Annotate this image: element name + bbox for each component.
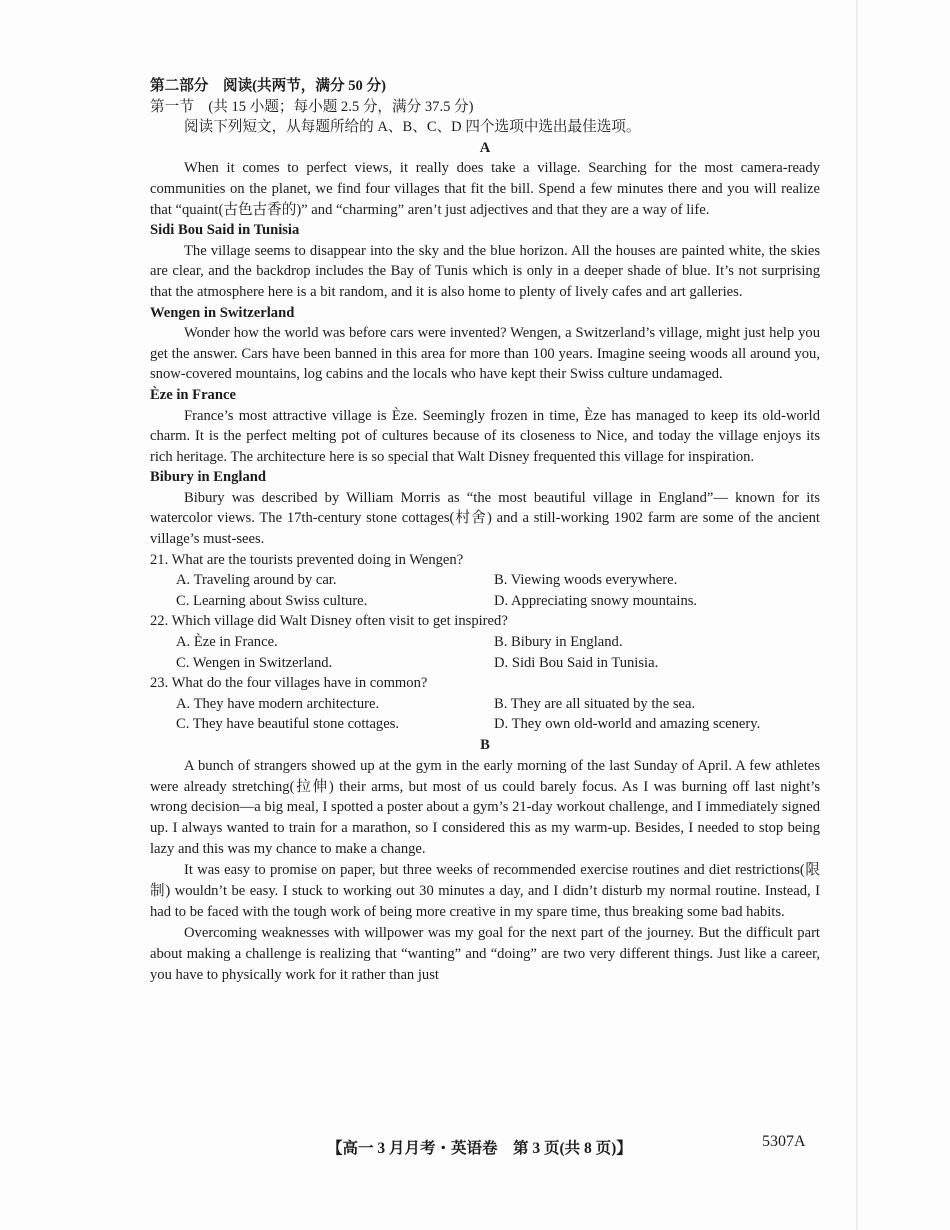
question-21-option-c: C. Learning about Swiss culture. <box>176 592 368 609</box>
question-23-option-c: C. They have beautiful stone cottages. <box>176 716 400 733</box>
passage-a-intro: When it comes to perfect views, it really does take a village. Searching for the most camera-ready communities on the planet, we find four villages that fit the bill. Spend a few minutes there and you will realize that “quaint(古色古香的)” and “charming” aren’t just adjectives and that they are a way of life. <box>150 160 820 218</box>
page-footer-title: 【高一 3 月月考・英语卷 第 3 页(共 8 页)】 <box>327 1140 632 1157</box>
question-21-option-a: A. Traveling around by car. <box>176 572 337 589</box>
question-21-options <box>150 570 820 611</box>
question-21-stem: 21. What are the tourists prevented doing in Wengen? <box>150 551 464 568</box>
exam-code: 5307A <box>762 1133 806 1150</box>
question-22-options <box>150 632 820 673</box>
question-23-option-a: A. They have modern architecture. <box>176 695 380 712</box>
page-edge-shadow <box>856 0 858 1230</box>
section-heading-sidi-bou-said: Sidi Bou Said in Tunisia <box>150 222 300 239</box>
question-22-option-a: A. Èze in France. <box>176 634 278 651</box>
question-22-option-d: D. Sidi Bou Said in Tunisia. <box>494 654 659 671</box>
page-content <box>150 76 820 986</box>
passage-b-paragraph-3: Overcoming weaknesses with willpower was my goal for the next part of the journey. But the difficult part about making a challenge is realizing that “wanting” and “doing” are two very different things. Just like a career, you have to physically work for it rather than just <box>150 924 820 983</box>
part-heading: 第二部分 阅读(共两节，满分 50 分) <box>150 78 386 94</box>
passage-b-label: B <box>480 737 490 753</box>
question-21-option-b: B. Viewing woods everywhere. <box>494 572 678 589</box>
question-23-option-d: D. They own old-world and amazing scenery. <box>494 716 761 733</box>
section-heading-bibury: Bibury in England <box>150 469 266 486</box>
question-23-option-b: B. They are all situated by the sea. <box>494 695 696 712</box>
section-heading: 第一节 (共 15 小题；每小题 2.5 分，满分 37.5 分) <box>150 98 474 115</box>
instruction-text: 阅读下列短文，从每题所给的 A、B、C、D 四个选项中选出最佳选项。 <box>184 119 641 136</box>
question-23-options <box>150 694 820 735</box>
question-21-option-d: D. Appreciating snowy mountains. <box>494 592 698 609</box>
question-22-option-b: B. Bibury in England. <box>494 634 623 651</box>
passage-b-paragraph-1: A bunch of strangers showed up at the gym in the early morning of the last Sunday of April. A few athletes were already stretching(拉伸) their arms, but most of us could barely focus. As I was burning off last night’s wrong decision—a big meal, I spotted a poster about a gym’s 21-day workout challenge, and I immediately signed up. I always wanted to train for a marathon, so I considered this as my warm-up. Besides, I needed to stop being lazy and this was my chance to make a change. <box>150 757 820 858</box>
section-text-sidi-bou-said: The village seems to disappear into the sky and the blue horizon. All the houses are painted white, the skies are clear, and the backdrop includes the Bay of Tunis which is only in a deeper shade of blue. It’s not surprising that the atmosphere here is a bit random, and it is also home to plenty of lively cafes and art galleries. <box>150 242 820 300</box>
question-22-option-c: C. Wengen in Switzerland. <box>176 654 333 671</box>
section-text-bibury: Bibury was described by William Morris as “the most beautiful village in England”— known for its watercolor views. The 17th-century stone cottages(村舍) and a still-working 1902 farm are some of the ancient village’s must-sees. <box>150 489 820 548</box>
section-text-eze: France’s most attractive village is Èze. Seemingly frozen in time, Èze has managed to keep its old-world charm. It is the perfect melting pot of cultures because of its closeness to Nice, and today the village enjoys its rich heritage. The architecture here is so special that Walt Disney frequented this village for inspiration. <box>150 407 820 465</box>
question-23-stem: 23. What do the four villages have in common? <box>150 675 428 692</box>
passage-a-label: A <box>479 139 491 156</box>
section-heading-wengen: Wengen in Switzerland <box>150 304 295 321</box>
passage-b-paragraph-2: It was easy to promise on paper, but three weeks of recommended exercise routines and diet restrictions(限制) wouldn’t be easy. I stuck to working out 30 minutes a day, and I didn’t disturb my normal routine. Instead, I had to be faced with the tough work of being more creative in my spare time, thus breaking some bad habits. <box>150 862 820 920</box>
question-22-stem: 22. Which village did Walt Disney often visit to get inspired? <box>150 613 508 630</box>
section-text-wengen: Wonder how the world was before cars were invented? Wengen, a Switzerland’s village, might just help you get the answer. Cars have been banned in this area for more than 100 years. Imagine seeing woods all around you, snow-covered mountains, log cabins and the locals who have kept their Swiss culture undamaged. <box>150 325 820 383</box>
section-heading-eze: Èze in France <box>150 386 236 403</box>
